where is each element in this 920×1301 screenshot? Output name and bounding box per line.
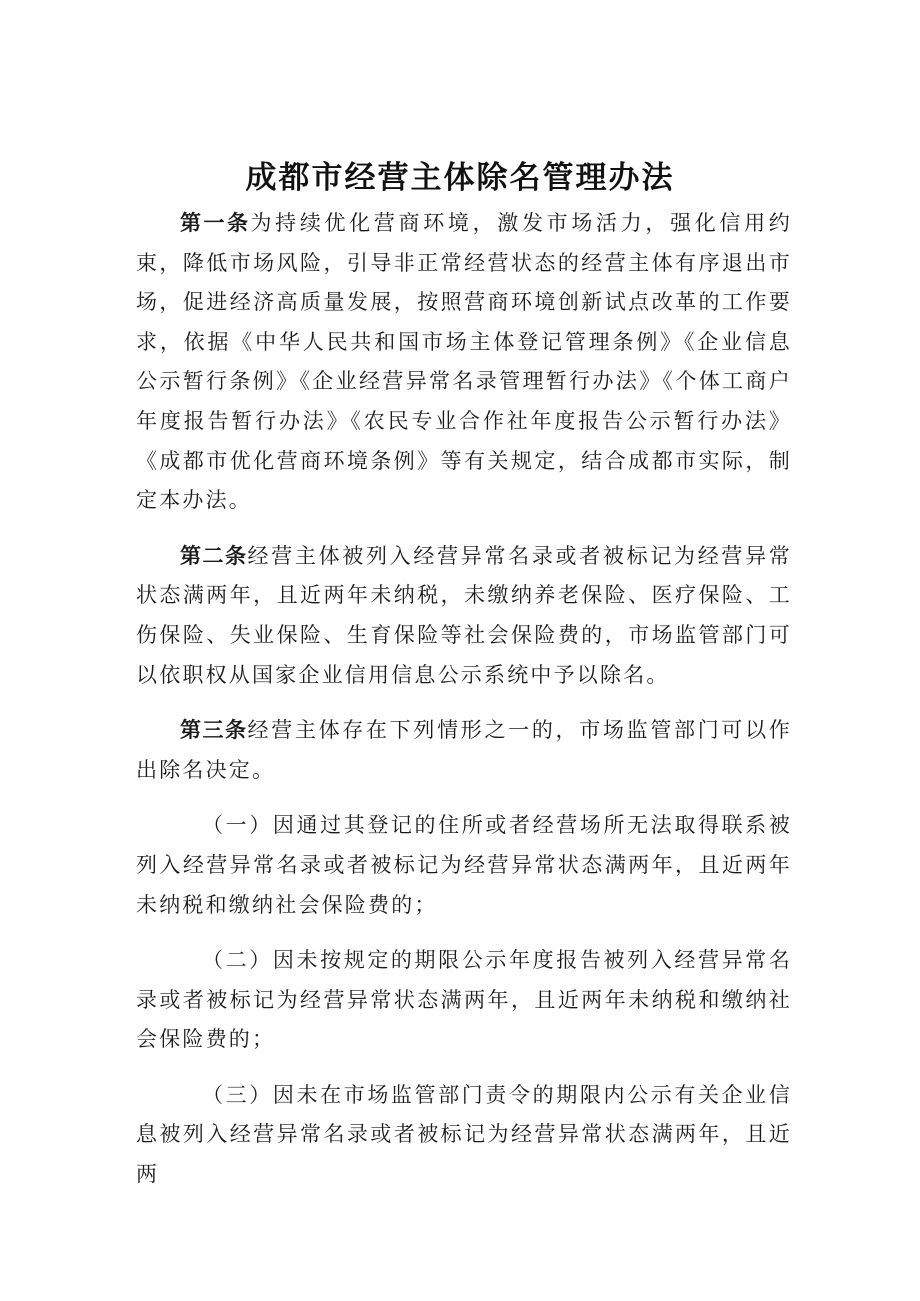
article-text: 经营主体被列入经营异常名录或者被标记为经营异常状态满两年，且近两年未纳税，未缴纳养老保险、医疗保险、工伤保险、失业保险、生育保险等社会保险费的，市场监管部门可以依职权从国家企业信用信息公示系统中予以除名。 <box>136 543 793 687</box>
list-item: （二）因未按规定的期限公示年度报告被列入经营异常名录或者被标记为经营异常状态满两年，且近两年未纳税和缴纳社会保险费的； <box>136 948 792 1052</box>
article-label: 第三条 <box>180 718 248 743</box>
article-2 <box>136 537 792 695</box>
list-item: （一）因通过其登记的住所或者经营场所无法取得联系被列入经营异常名录或者被标记为经营异常状态满两年，且近两年未纳税和缴纳社会保险费的； <box>136 813 792 917</box>
list-item: （三）因未在市场监管部门责令的期限内公示有关企业信息被列入经营异常名录或者被标记为经营异常状态满两年，且近两 <box>136 1082 792 1187</box>
article-label: 第一条 <box>180 211 251 235</box>
article-3 <box>136 711 792 790</box>
page-title: 成都市经营主体除名管理办法 <box>245 159 675 196</box>
article-label: 第二条 <box>180 543 248 568</box>
article-text: 经营主体存在下列情形之一的，市场监管部门可以作出除名决定。 <box>136 718 793 782</box>
article-1 <box>136 204 792 521</box>
document-body <box>136 204 792 1195</box>
article-text: 为持续优化营商环境，激发市场活力，强化信用约束，降低市场风险，引导非正常经营状态的经营主体有序退出市场，促进经济高质量发展，按照营商环境创新试点改革的工作要求，依据《中华人民共和国市场主体登记管理条例》《企业信息公示暂行条例》《企业经营异常名录管理暂行办法》《个体工商户年度报告暂行办法》《农民专业合作社年度报告公示暂行办法》《成都市优化营商环境条例》等有关规定，结合成都市实际，制定本办法。 <box>136 211 792 513</box>
